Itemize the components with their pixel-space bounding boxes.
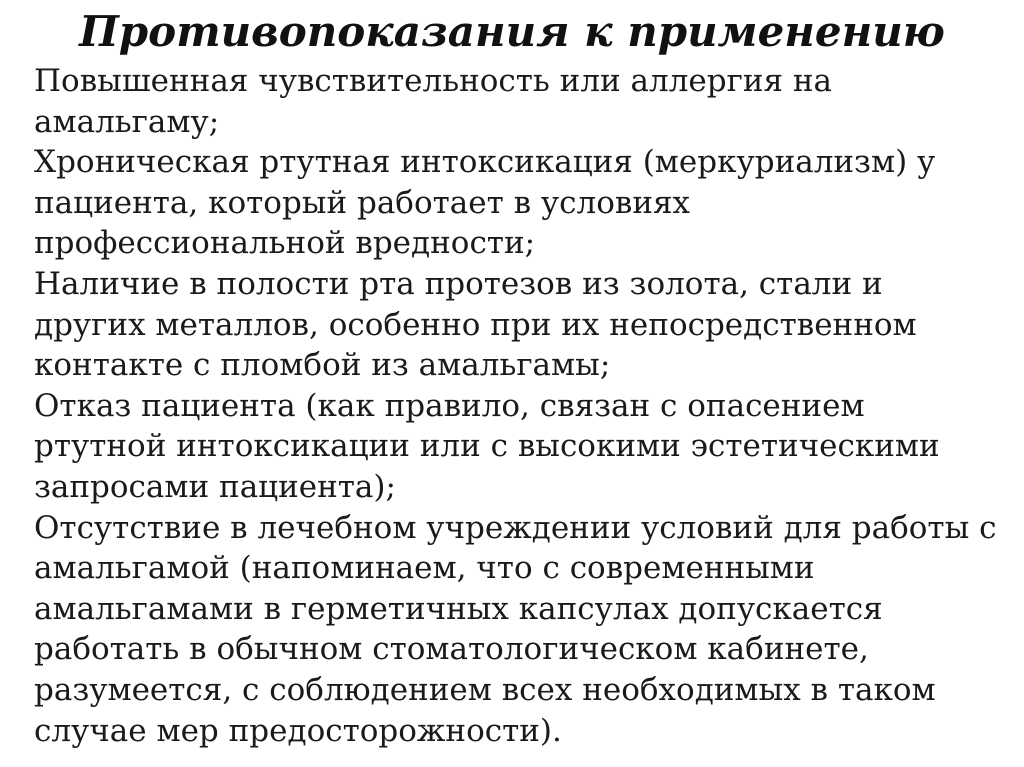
slide-title: Противопоказания к применению <box>79 7 945 56</box>
list-item: Повышенная чувствительность или аллергия на амальгаму; <box>34 63 833 140</box>
contraindications-list <box>34 61 1004 751</box>
list-item: Отсутствие в лечебном учреждении условий для работы с амальгамой (напоминаем, что с современными амальгамами в герметичных капсулах допускается работать в обычном стоматологическом кабинете, разумеется, с соблюдением всех необходимых в таком случае мер предосторожности). <box>34 509 997 749</box>
list-item: Хроническая ртутная интоксикация (меркуриализм) у пациента, который работает в условиях профессиональной вредности; <box>34 144 936 262</box>
list-item: Наличие в полости рта протезов из золота, стали и других металлов, особенно при их непосредственном контакте с пломбой из амальгамы; <box>34 265 917 384</box>
list-item: Отказ пациента (как правило, связан с опасением ртутной интоксикации или с высокими эстетическими запросами пациента); <box>34 387 940 505</box>
